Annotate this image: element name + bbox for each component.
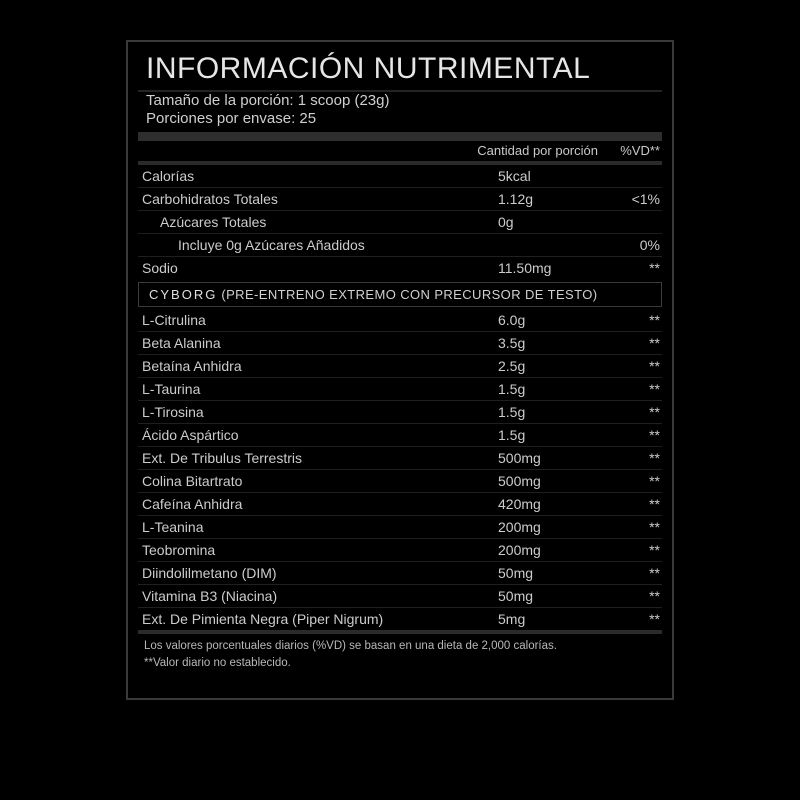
ingredient-dv: ** — [649, 496, 660, 512]
table-row — [138, 424, 662, 446]
ingredient-dv: ** — [649, 565, 660, 581]
ingredient-dv: ** — [649, 542, 660, 558]
serving-size: Tamaño de la porción: 1 scoop (23g) — [146, 92, 390, 109]
ingredient-dv: ** — [649, 358, 660, 374]
ingredient-amount: 1.5g — [498, 404, 526, 420]
ingredient-name: L-Teanina — [142, 519, 204, 535]
nutrient-amount: 0g — [498, 214, 514, 230]
table-row — [138, 562, 662, 584]
daily-value-label: %VD** — [620, 143, 660, 158]
amount-header-row — [138, 141, 662, 161]
nutrient-dv: ** — [649, 260, 660, 276]
ingredient-name: Teobromina — [142, 542, 216, 558]
ingredient-amount: 50mg — [498, 588, 534, 604]
ingredient-name: Diindolilmetano (DIM) — [142, 565, 277, 581]
nutrient-amount: 11.50mg — [498, 260, 552, 276]
nutrient-amount: 5kcal — [498, 168, 531, 184]
nutrient-name: Carbohidratos Totales — [142, 191, 278, 207]
proprietary-blend-band — [138, 282, 662, 307]
table-row — [138, 355, 662, 377]
nutrient-amount: 1.12g — [498, 191, 534, 207]
ingredient-amount: 420mg — [498, 496, 541, 512]
ingredient-dv: ** — [649, 450, 660, 466]
table-row — [138, 309, 662, 331]
ingredient-amount: 2.5g — [498, 358, 526, 374]
ingredient-dv: ** — [649, 588, 660, 604]
nutrient-name: Azúcares Totales — [160, 214, 267, 230]
table-row — [138, 165, 662, 187]
ingredient-name: Colina Bitartrato — [142, 473, 243, 489]
ingredient-amount: 5mg — [498, 611, 526, 627]
ingredient-amount: 500mg — [498, 473, 541, 489]
ingredient-name: L-Tirosina — [142, 404, 204, 420]
ingredient-name: L-Taurina — [142, 381, 201, 397]
ingredient-name: Ácido Aspártico — [142, 427, 239, 443]
amount-per-serving-label: Cantidad por porción — [477, 143, 598, 158]
ingredient-dv: ** — [649, 427, 660, 443]
table-row — [138, 470, 662, 492]
ingredient-amount: 500mg — [498, 450, 541, 466]
table-row — [138, 188, 662, 210]
nutrient-name: Sodio — [142, 260, 178, 276]
ingredient-dv: ** — [649, 519, 660, 535]
blend-brand: CYBORG — [149, 287, 218, 302]
table-row — [138, 332, 662, 354]
ingredient-name: Beta Alanina — [142, 335, 221, 351]
table-row — [138, 257, 662, 279]
ingredient-dv: ** — [649, 381, 660, 397]
page-title: INFORMACIÓN NUTRIMENTAL — [146, 52, 591, 85]
nutrition-facts-panel — [126, 40, 674, 700]
divider-thick — [138, 132, 662, 141]
footnote-daily-values: Los valores porcentuales diarios (%VD) se basan en una dieta de 2,000 calorías. — [144, 640, 557, 652]
nutrient-dv: <1% — [631, 191, 660, 207]
ingredient-name: Betaína Anhidra — [142, 358, 242, 374]
ingredient-amount: 6.0g — [498, 312, 526, 328]
footnote-dv-not-established: **Valor diario no establecido. — [144, 656, 291, 669]
ingredient-dv: ** — [649, 335, 660, 351]
ingredient-dv: ** — [649, 404, 660, 420]
ingredient-dv: ** — [649, 473, 660, 489]
table-row — [138, 378, 662, 400]
blend-description: (PRE-ENTRENO EXTREMO CON PRECURSOR DE TESTO) — [221, 287, 598, 302]
ingredient-name: Cafeína Anhidra — [142, 496, 243, 512]
table-row — [138, 539, 662, 561]
ingredient-amount: 50mg — [498, 565, 534, 581]
table-row — [138, 608, 662, 630]
table-row — [138, 211, 662, 233]
ingredient-name: Ext. De Pimienta Negra (Piper Nigrum) — [142, 611, 384, 627]
footnotes — [138, 634, 662, 671]
ingredient-name: Ext. De Tribulus Terrestris — [142, 450, 303, 466]
nutrient-name: Incluye 0g Azúcares Añadidos — [178, 237, 365, 253]
servings-per-container: Porciones por envase: 25 — [146, 110, 317, 127]
ingredient-amount: 200mg — [498, 519, 541, 535]
nutrient-dv: 0% — [639, 237, 660, 253]
ingredient-amount: 200mg — [498, 542, 541, 558]
nutrient-name: Calorías — [142, 168, 195, 184]
ingredient-amount: 1.5g — [498, 427, 526, 443]
table-row — [138, 585, 662, 607]
table-row — [138, 401, 662, 423]
ingredient-dv: ** — [649, 611, 660, 627]
ingredient-amount: 1.5g — [498, 381, 526, 397]
ingredient-dv: ** — [649, 312, 660, 328]
ingredient-amount: 3.5g — [498, 335, 526, 351]
table-row — [138, 447, 662, 469]
table-row — [138, 234, 662, 256]
table-row — [138, 493, 662, 515]
ingredient-name: L-Citrulina — [142, 312, 206, 328]
table-row — [138, 516, 662, 538]
ingredient-name: Vitamina B3 (Niacina) — [142, 588, 278, 604]
